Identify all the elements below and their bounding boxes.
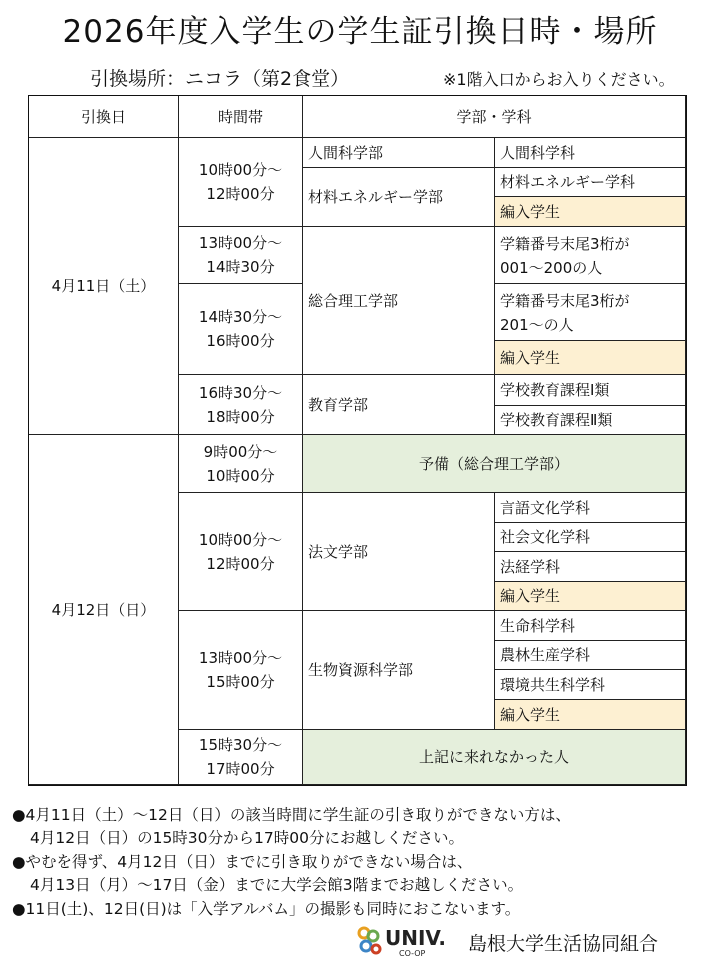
footnote-line: 4月12日（日）の15時30分から17時00分にお越しください。 [30, 829, 464, 847]
coop-logo-icon [355, 924, 463, 958]
header-time: 時間帯 [178, 95, 303, 138]
faculty-cell: 法文学部 [302, 492, 495, 611]
department-cell: 生命科学科 [494, 610, 686, 641]
logo-subtext: CO-OP [399, 949, 426, 958]
department-cell: 学校教育課程Ⅰ類 [494, 374, 686, 406]
department-cell-transfer: 編入学生 [494, 196, 686, 227]
department-cell: 言語文化学科 [494, 492, 686, 523]
time-slot: 13時00分～ 14時30分 [178, 226, 303, 284]
logo-wordmark: UNIV. [385, 926, 446, 950]
entrance-note: ※1階入口からお入りください。 [443, 70, 675, 89]
time-slot: 15時30分～ 17時00分 [178, 729, 303, 785]
day-cell-apr11: 4月11日（土） [28, 137, 179, 435]
time-slot: 9時00分～ 10時00分 [178, 434, 303, 493]
department-cell: 人間科学科 [494, 137, 686, 168]
page-title: 2026年度入学生の学生証引換日時・場所 [62, 14, 658, 50]
time-slot: 13時00分～ 15時00分 [178, 610, 303, 730]
department-cell: 学籍番号末尾3桁が 201～の人 [494, 283, 686, 341]
time-slot: 10時00分～ 12時00分 [178, 492, 303, 611]
time-slot: 14時30分～ 16時00分 [178, 283, 303, 375]
footnote-line: ●4月11日（土）～12日（日）の該当時間に学生証の引き取りができない方は、 [12, 806, 571, 824]
time-slot: 10時00分～ 12時00分 [178, 137, 303, 227]
department-cell: 農林生産学科 [494, 640, 686, 670]
department-cell: 学籍番号末尾3桁が 001～200の人 [494, 226, 686, 284]
footnote-line: ●やむを得ず、4月12日（日）までに引き取りができない場合は、 [12, 853, 473, 871]
department-cell: 法経学科 [494, 551, 686, 582]
department-cell-transfer: 編入学生 [494, 699, 686, 730]
coop-logo [355, 924, 463, 958]
department-cell: 材料エネルギー学科 [494, 167, 686, 197]
department-cell: 社会文化学科 [494, 522, 686, 552]
reserve-row: 予備（総合理工学部） [302, 434, 686, 493]
faculty-cell: 生物資源科学部 [302, 610, 495, 730]
exchange-place: 引換場所：ニコラ（第2食堂） [90, 68, 350, 90]
leftover-row: 上記に来れなかった人 [302, 729, 686, 785]
faculty-cell: 総合理工学部 [302, 226, 495, 375]
faculty-cell: 材料エネルギー学部 [302, 167, 495, 227]
faculty-cell: 教育学部 [302, 374, 495, 435]
day-cell-apr12: 4月12日（日） [28, 434, 179, 785]
department-cell-transfer: 編入学生 [494, 340, 686, 375]
header-department: 学部・学科 [302, 95, 686, 138]
department-cell-transfer: 編入学生 [494, 581, 686, 611]
footnote-line: ●11日(土)、12日(日)は「入学アルバム」の撮影も同時におこないます。 [12, 900, 521, 918]
department-cell: 環境共生科学科 [494, 669, 686, 700]
faculty-cell: 人間科学部 [302, 137, 495, 168]
time-slot: 16時30分～ 18時00分 [178, 374, 303, 435]
organization-name: 島根大学生活協同組合 [468, 933, 659, 955]
header-date: 引換日 [28, 95, 179, 138]
footnote-line: 4月13日（月）～17日（金）までに大学会館3階までお越しください。 [30, 876, 524, 894]
department-cell: 学校教育課程Ⅱ類 [494, 405, 686, 435]
